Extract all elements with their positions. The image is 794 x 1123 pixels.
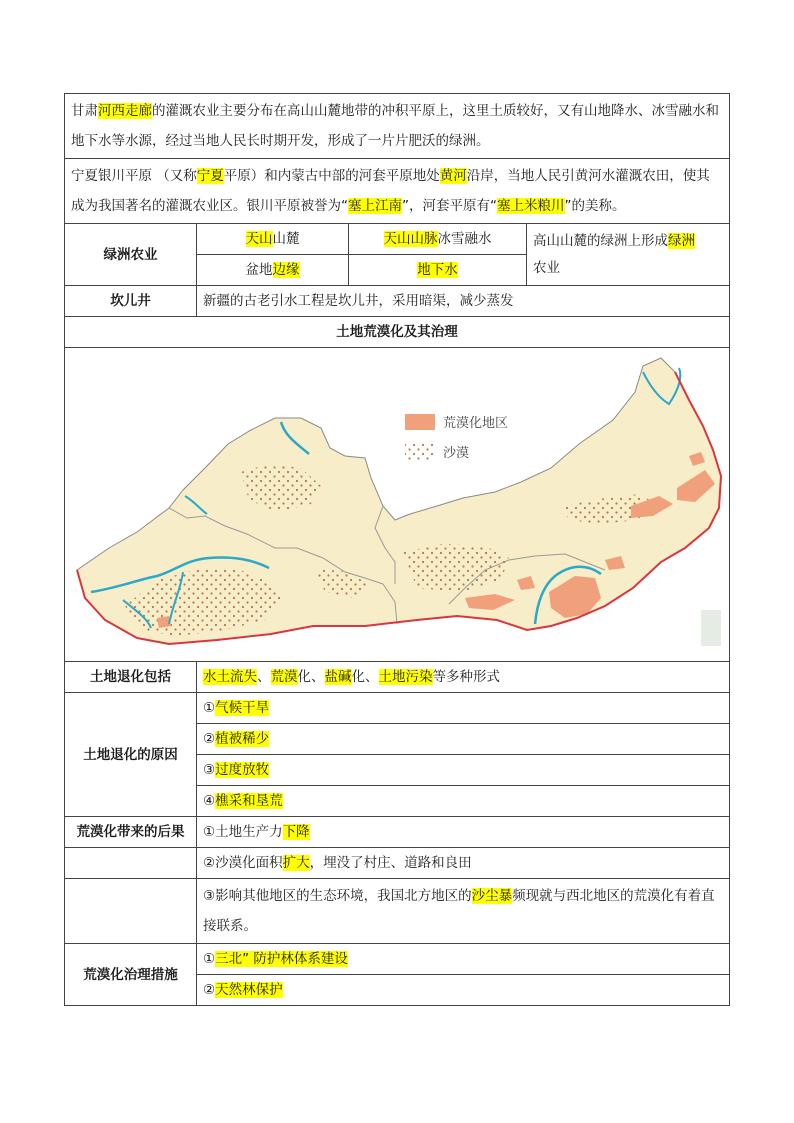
oasis-groundwater: 地下水 (349, 255, 527, 286)
empty-cell (65, 848, 197, 879)
cause-item: ②植被稀少 (197, 724, 730, 755)
intro-row-1 (65, 94, 730, 159)
intro-paragraph-2: 宁夏银川平原 （又称宁夏平原）和内蒙古中部的河套平原地处黄河沿岸，当地人民引黄河水灌溉农田，使其成为我国著名的灌溉农业区。银川平原被誉为“塞上江南”，河套平原有“塞上米粮川”的美称。 (65, 159, 730, 224)
legend-sand-label: 沙漠 (443, 446, 470, 461)
measures-label: 荒漠化治理措施 (65, 944, 197, 1006)
highlight: 塞上江南 (348, 198, 402, 214)
karez-label: 坎儿井 (65, 286, 197, 317)
legend-desertified-swatch (405, 414, 435, 430)
highlight: 塞上米粮川 (497, 198, 565, 214)
intro-paragraph-1: 甘肃河西走廊的灌溉农业主要分布在高山山麓地带的冲积平原上，这里土质较好，又有山地降水、冰雪融水和地下水等水源，经过当地人民长时期开发，形成了一片片肥沃的绿洲。 (65, 94, 730, 159)
consequence-row (65, 817, 730, 848)
cause-item: ①气候干旱 (197, 693, 730, 724)
desertification-map (65, 348, 730, 662)
highlight: 黄河 (439, 168, 467, 184)
degradation-text: 水土流失、荒漠化、盐碱化、土地污染等多种形式 (197, 662, 730, 693)
content-table (64, 93, 730, 1006)
legend-desertified-label: 荒漠化地区 (443, 416, 509, 431)
highlight: 宁夏 (196, 168, 224, 184)
highlight: 河西走廊 (98, 103, 152, 119)
map-row (65, 348, 730, 662)
consequence-row (65, 879, 730, 944)
consequence-item: ①土地生产力下降 (197, 817, 730, 848)
oasis-label: 绿洲农业 (65, 224, 197, 286)
legend-sand-swatch (405, 444, 435, 460)
degradation-label: 土地退化包括 (65, 662, 197, 693)
oasis-note: 高山山麓的绿洲上形成绿洲 农业 (527, 224, 730, 286)
empty-cell (65, 879, 197, 944)
degradation-row (65, 662, 730, 693)
oasis-basin: 盆地边缘 (197, 255, 349, 286)
corner-mark (701, 610, 721, 646)
causes-label: 土地退化的原因 (65, 693, 197, 817)
measure-row (65, 944, 730, 975)
map-svg (65, 348, 728, 661)
consequence-item: ②沙漠化面积扩大，埋没了村庄、道路和良田 (197, 848, 730, 879)
measure-item: ①三北” 防护林体系建设 (197, 944, 730, 975)
oasis-location: 天山山麓 (197, 224, 349, 255)
oasis-water-source: 天山山脉冰雪融水 (349, 224, 527, 255)
measure-item: ②天然林保护 (197, 975, 730, 1006)
karez-text: 新疆的古老引水工程是坎儿井，采用暗渠，减少蒸发 (197, 286, 730, 317)
cause-row (65, 693, 730, 724)
section-title-row (65, 317, 730, 348)
cause-item: ④樵采和垦荒 (197, 786, 730, 817)
karez-row (65, 286, 730, 317)
consequence-item: ③影响其他地区的生态环境，我国北方地区的沙尘暴频现就与西北地区的荒漠化有着直接联系。 (197, 879, 730, 944)
cause-item: ③过度放牧 (197, 755, 730, 786)
consequence-row (65, 848, 730, 879)
consequences-label: 荒漠化带来的后果 (65, 817, 197, 848)
oasis-row-1 (65, 224, 730, 255)
section-title: 土地荒漠化及其治理 (65, 317, 730, 348)
intro-row-2 (65, 159, 730, 224)
